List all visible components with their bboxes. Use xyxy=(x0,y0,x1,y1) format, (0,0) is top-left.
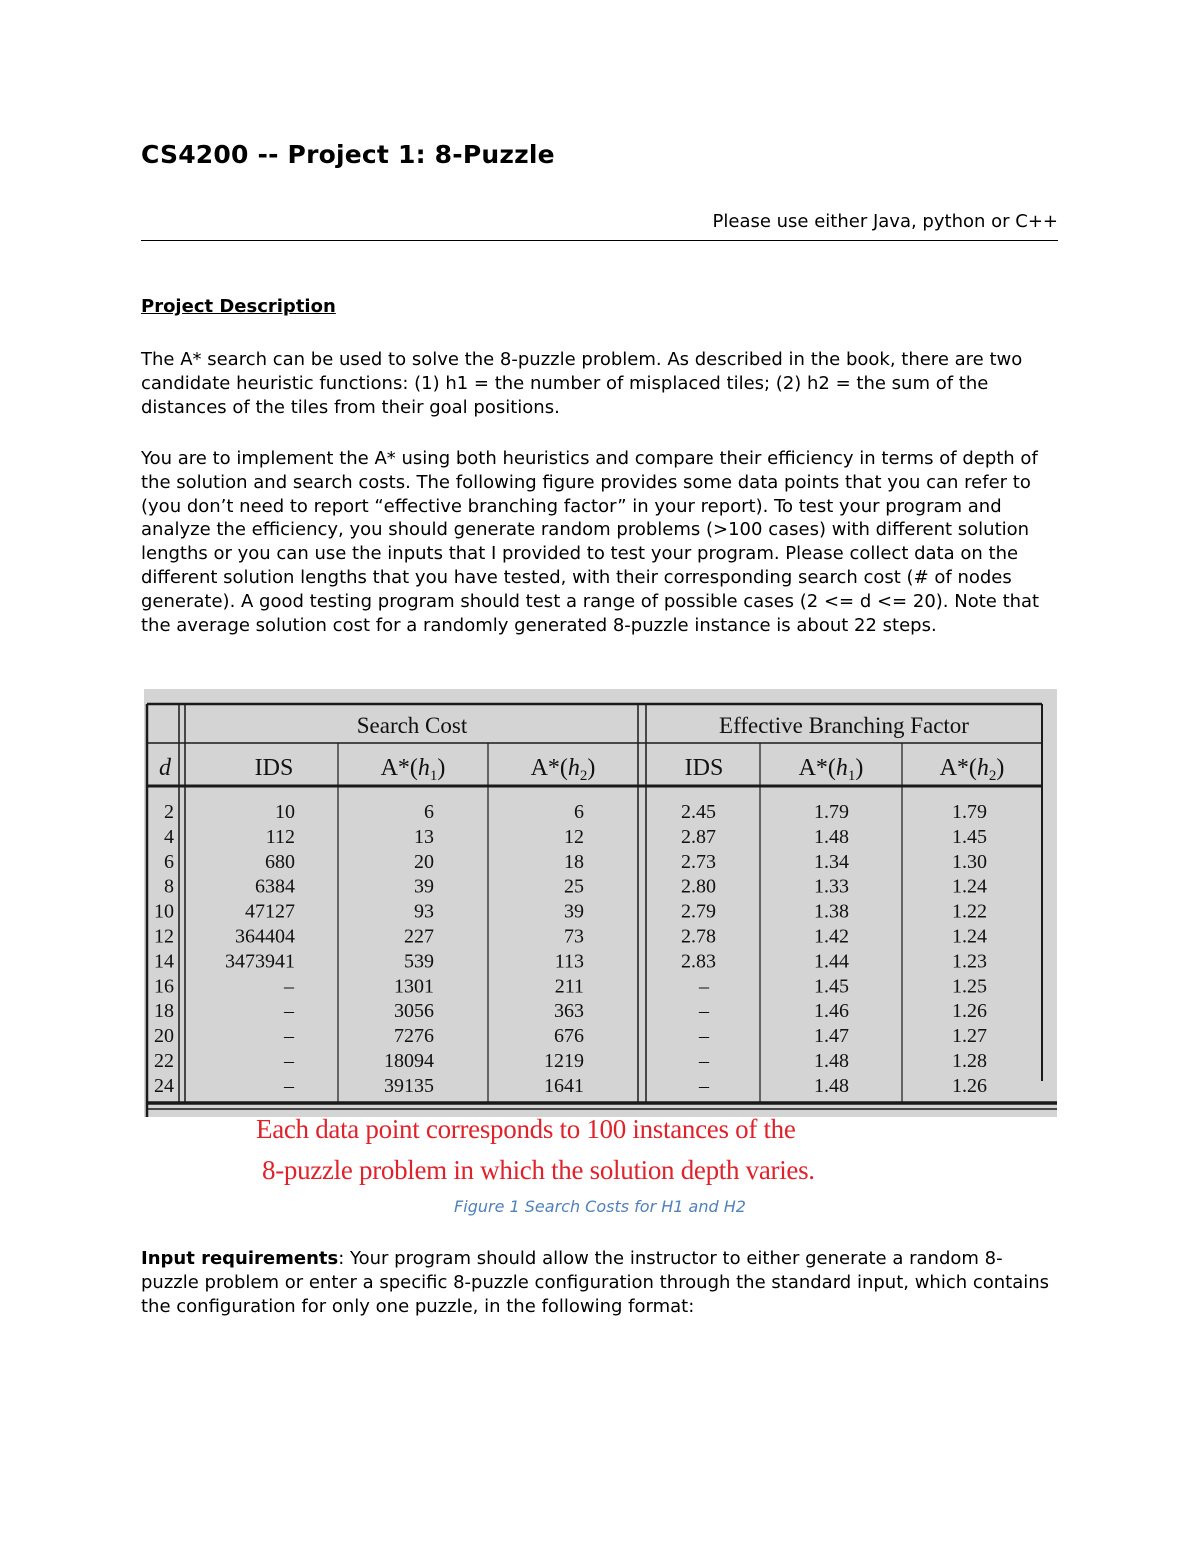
column-header: $A*(h_1)$ xyxy=(798,755,864,784)
table-cell: 1.26 xyxy=(952,1000,987,1023)
table-cell: 2.87 xyxy=(681,825,716,848)
table-cell: 1.38 xyxy=(814,900,849,923)
paragraph-intro: The A* search can be used to solve the 8-puzzle problem. As described in the book, there are two candidate heuristic functions: (1) h1 = the number of misplaced tiles; (2) h2 = the sum of the distances of the tiles from their goal positions. xyxy=(141,349,1023,418)
table-cell: 1.42 xyxy=(814,925,849,948)
table-cell: 2.80 xyxy=(681,875,716,898)
table-cell: 1.30 xyxy=(952,850,987,873)
table-cell: 10 xyxy=(275,801,295,823)
group-header-branching-factor: Effective Branching Factor xyxy=(719,713,969,738)
table-cell: – xyxy=(699,1050,709,1072)
column-header: IDS xyxy=(684,755,724,781)
table-cell: 1.45 xyxy=(814,975,849,998)
table-cell: – xyxy=(699,1074,709,1097)
table-cell-depth: 2 xyxy=(164,801,174,823)
table-cell-depth: 8 xyxy=(164,875,174,898)
paragraph-task: You are to implement the A* using both heuristics and compare their efficiency in terms of depth of the solution and search costs. The following figure provides some data points that you can refer to (you don’t need to report “effective branching factor” in your report). To test your program and analyze the efficiency, you should generate random problems (>100 cases) with different solution lengths or you can use the inputs that I provided to test your program. Please collect data on the different solution lengths that you have tested, with their corresponding search cost (# of nodes generate). A good testing program should test a range of possible cases (2 <= d <= 20). Note that the average solution cost for a randomly generated 8-puzzle instance is about 22 steps. xyxy=(141,448,1040,636)
search-cost-table xyxy=(144,689,1057,1117)
table-cell: 1.22 xyxy=(952,900,987,923)
table-cell: 1.44 xyxy=(814,950,849,973)
table-cell: 12 xyxy=(564,825,584,848)
search-cost-figure xyxy=(144,689,1057,1117)
table-cell: 18 xyxy=(564,850,584,873)
paragraph-input-requirements xyxy=(141,1247,1058,1318)
table-cell: 2.78 xyxy=(681,925,716,948)
table-cell: 39135 xyxy=(384,1074,434,1097)
column-header: $A*(h_2)$ xyxy=(939,755,1005,784)
input-requirements-label: Input requirements xyxy=(141,1248,339,1269)
column-header: $A*(h_2)$ xyxy=(530,755,596,784)
table-cell-depth: 20 xyxy=(154,1025,174,1048)
table-cell: 39 xyxy=(564,900,584,923)
table-cell: 1.79 xyxy=(952,801,987,823)
table-cell: 20 xyxy=(414,850,434,873)
table-cell: – xyxy=(284,1074,294,1097)
language-note: Please use either Java, python or C++ xyxy=(712,211,1058,232)
table-cell: 18094 xyxy=(384,1050,434,1072)
table-cell: 1.27 xyxy=(952,1025,987,1048)
table-cell-depth: 24 xyxy=(154,1074,174,1097)
table-cell: 676 xyxy=(554,1025,584,1048)
table-cell: 1.48 xyxy=(814,1074,849,1097)
table-cell: 39 xyxy=(414,875,434,898)
input-requirements-text: : Your program should allow the instructor to either generate a random 8-puzzle problem or enter a specific 8-puzzle configuration through the standard input, which contains the configuration for only one puzzle, in the following format: xyxy=(141,1248,1050,1317)
table-cell: 1.46 xyxy=(814,1000,849,1023)
table-cell: 1219 xyxy=(544,1050,584,1072)
table-cell: 1.25 xyxy=(952,975,987,998)
table-cell: 364404 xyxy=(235,925,295,948)
table-cell: 1.26 xyxy=(952,1074,987,1097)
table-cell: – xyxy=(284,1025,294,1048)
table-cell: 3473941 xyxy=(225,950,295,973)
table-cell: 2.73 xyxy=(681,850,716,873)
table-cell: 6384 xyxy=(255,875,295,898)
table-cell: – xyxy=(699,1025,709,1048)
table-cell: 2.45 xyxy=(681,801,716,823)
table-cell: 1.79 xyxy=(814,801,849,823)
table-cell: 363 xyxy=(554,1000,584,1023)
table-cell: – xyxy=(284,1050,294,1072)
table-cell: 13 xyxy=(414,825,434,848)
table-cell: 1.24 xyxy=(952,925,987,948)
table-cell: 1.28 xyxy=(952,1050,987,1072)
table-cell: 1.33 xyxy=(814,875,849,898)
table-cell: 1.48 xyxy=(814,825,849,848)
table-cell: 2.79 xyxy=(681,900,716,923)
section-heading: Project Description xyxy=(141,296,336,317)
table-cell: 6 xyxy=(574,801,584,823)
table-cell: 1.45 xyxy=(952,825,987,848)
table-cell-depth: 6 xyxy=(164,850,174,873)
table-cell: – xyxy=(284,975,294,998)
table-cell: 1.47 xyxy=(814,1025,849,1048)
table-cell: 1.34 xyxy=(814,850,849,873)
column-header: d xyxy=(159,755,171,781)
table-cell-depth: 4 xyxy=(164,825,174,848)
table-cell: 211 xyxy=(554,975,584,998)
document-title: CS4200 -- Project 1: 8-Puzzle xyxy=(141,140,555,169)
table-cell-depth: 14 xyxy=(154,950,174,973)
table-cell-depth: 10 xyxy=(154,900,174,923)
table-cell: 113 xyxy=(554,950,584,973)
column-header: $A*(h_1)$ xyxy=(380,755,446,784)
table-cell: 680 xyxy=(265,850,295,873)
table-cell: 1.24 xyxy=(952,875,987,898)
table-cell: 1.23 xyxy=(952,950,987,973)
group-header-search-cost: Search Cost xyxy=(356,713,468,738)
table-cell-depth: 22 xyxy=(154,1050,174,1072)
table-cell-depth: 16 xyxy=(154,975,174,998)
table-cell: 3056 xyxy=(394,1000,434,1023)
table-cell: 2.83 xyxy=(681,950,716,973)
table-cell-depth: 18 xyxy=(154,1000,174,1023)
figure-caption: Figure 1 Search Costs for H1 and H2 xyxy=(454,1197,746,1216)
table-cell: 1641 xyxy=(544,1074,584,1097)
table-cell: 112 xyxy=(265,825,295,848)
table-cell: 73 xyxy=(564,925,584,948)
table-cell: 227 xyxy=(404,925,434,948)
table-cell: – xyxy=(699,975,709,998)
table-cell: 6 xyxy=(424,801,434,823)
table-cell: 539 xyxy=(404,950,434,973)
table-cell: 1.48 xyxy=(814,1050,849,1072)
table-cell: 93 xyxy=(414,900,434,923)
table-cell-depth: 12 xyxy=(154,925,174,948)
figure-note-line-1: Each data point corresponds to 100 instances of the xyxy=(256,1114,796,1144)
table-cell: 1301 xyxy=(394,975,434,998)
table-cell: – xyxy=(699,1000,709,1023)
table-cell: 47127 xyxy=(245,900,295,923)
table-cell: 7276 xyxy=(394,1025,434,1048)
column-header: IDS xyxy=(254,755,294,781)
language-rule xyxy=(141,207,1058,241)
table-cell: 25 xyxy=(564,875,584,898)
table-cell: – xyxy=(284,1000,294,1023)
figure-note-line-2: 8-puzzle problem in which the solution depth varies. xyxy=(262,1155,815,1185)
